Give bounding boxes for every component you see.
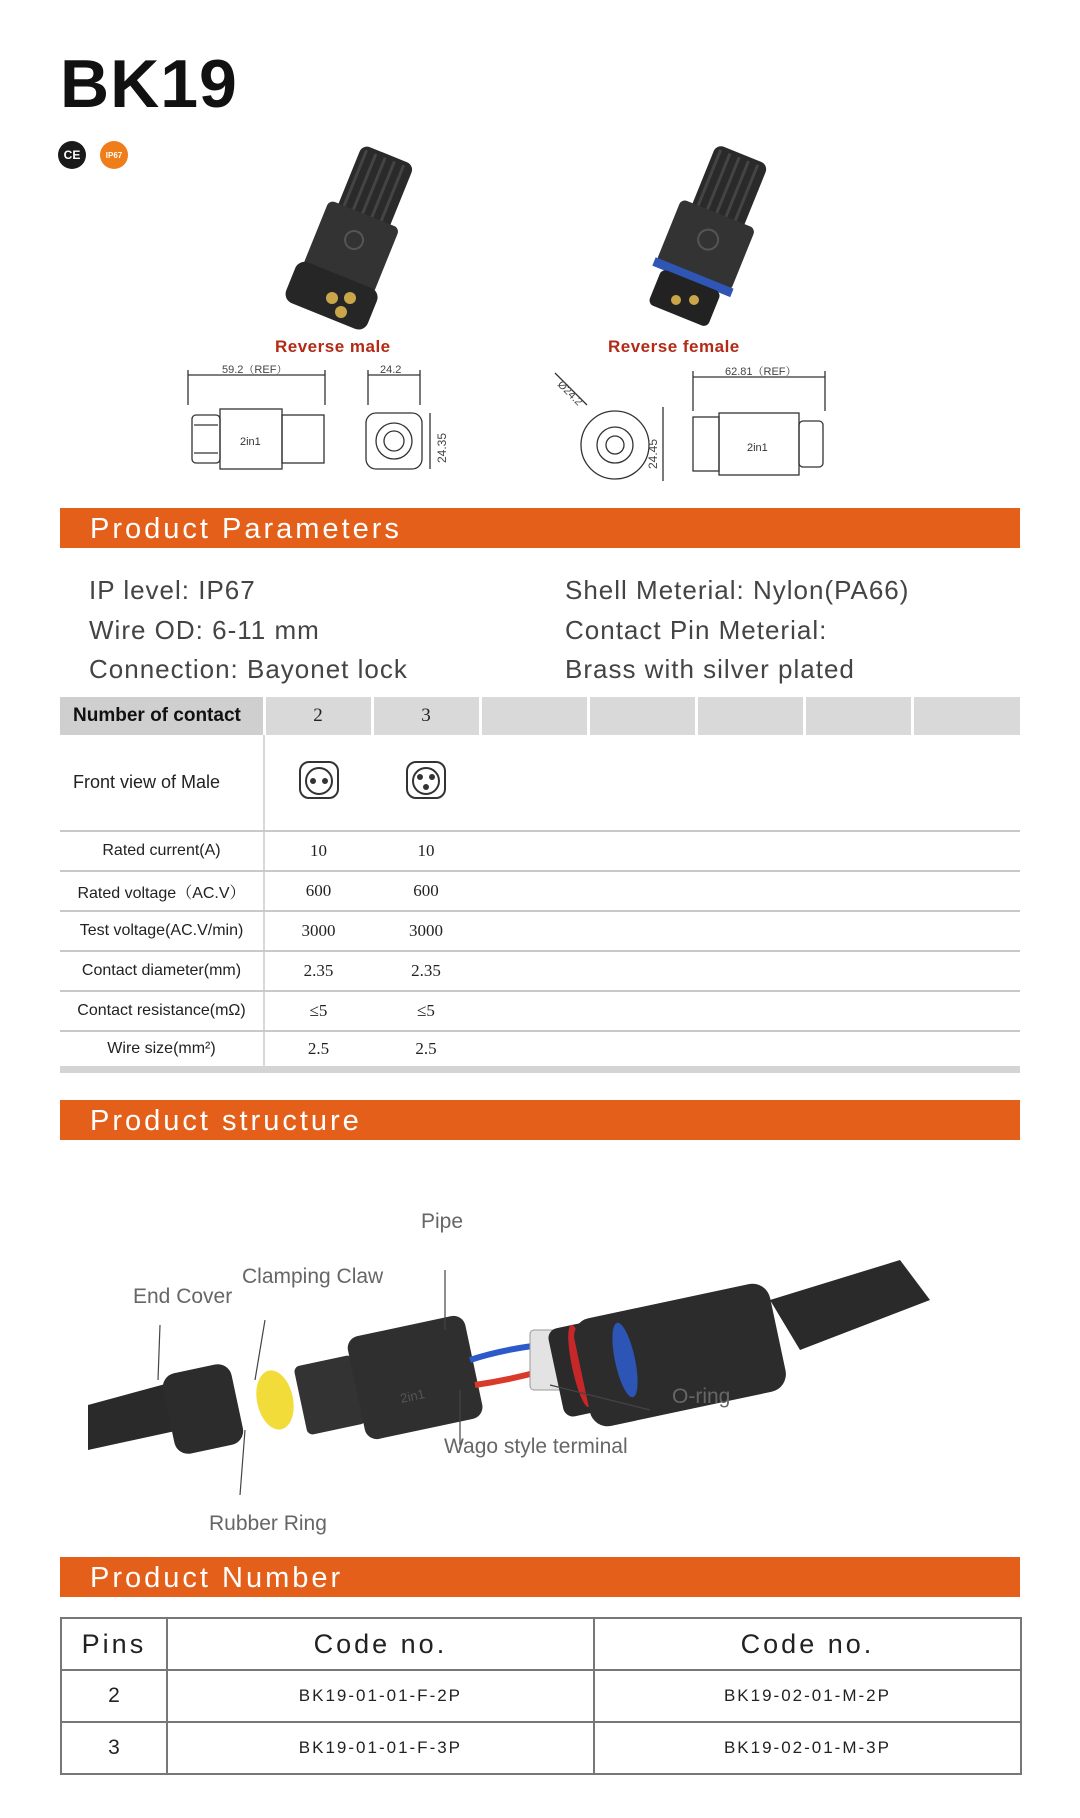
- male-dimension-drawing: [180, 365, 480, 485]
- spec-table: [60, 697, 1020, 1073]
- empty-header-cell: [480, 697, 588, 735]
- rated-voltage-2pin: 600: [264, 871, 372, 911]
- section-title-parameters: Product Parameters: [90, 513, 402, 545]
- param-contact-pin-plating: Brass with silver plated: [565, 654, 855, 684]
- row-label-test-voltage: Test voltage(AC.V/min): [60, 911, 264, 951]
- code-female: BK19-01-01-F-3P: [167, 1722, 594, 1774]
- female-diameter-dimension: Ø24.2: [554, 378, 585, 409]
- section-header-parameters: [60, 508, 1020, 548]
- caption-reverse-male: Reverse male: [275, 337, 391, 356]
- section-title-structure: Product structure: [90, 1105, 362, 1137]
- table-row: [61, 1722, 1021, 1774]
- male-body-text: 2in1: [240, 436, 261, 448]
- reverse-male-connector-photo: [270, 140, 440, 330]
- row-label-contact-diameter: Contact diameter(mm): [60, 951, 264, 991]
- contact-diameter-2pin: 2.35: [264, 951, 372, 991]
- row-label-wire-size: Wire size(mm²): [60, 1031, 264, 1069]
- section-title-number: Product Number: [90, 1562, 344, 1594]
- contact-resistance-3pin: ≤5: [372, 991, 480, 1031]
- wire-size-3pin: 2.5: [372, 1031, 480, 1069]
- male-height-dimension: 24.35: [435, 432, 449, 463]
- empty-cell: [480, 951, 1020, 991]
- param-shell-material: Shell Meterial: Nylon(PA66): [565, 575, 910, 605]
- table-row: [61, 1670, 1021, 1722]
- empty-cell: [480, 735, 1020, 831]
- code-male: BK19-02-01-M-3P: [594, 1722, 1021, 1774]
- empty-cell: [480, 831, 1020, 871]
- contact-count-2: 2: [264, 697, 372, 735]
- label-rubber-ring: Rubber Ring: [209, 1512, 327, 1535]
- rubber-ring-part: [251, 1367, 299, 1433]
- female-height-dimension: 24.45: [646, 438, 660, 469]
- spec-row: [60, 831, 1020, 871]
- section-header-number: [60, 1557, 1020, 1597]
- row-label-rated-current: Rated current(A): [60, 831, 264, 871]
- rated-current-3pin: 10: [372, 831, 480, 871]
- pn-header-row: [61, 1618, 1021, 1670]
- empty-cell: [480, 911, 1020, 951]
- param-contact-pin-material: Contact Pin Meterial:: [565, 615, 828, 645]
- spec-row: [60, 951, 1020, 991]
- reverse-female-connector-photo: [620, 140, 800, 330]
- test-voltage-3pin: 3000: [372, 911, 480, 951]
- product-number-table: [60, 1617, 1022, 1775]
- empty-header-cell: [588, 697, 696, 735]
- ce-mark-icon: CE: [58, 141, 86, 169]
- caption-reverse-female: Reverse female: [608, 337, 740, 356]
- front-view-3pin-icon: [372, 735, 480, 831]
- spec-row: [60, 911, 1020, 951]
- rated-voltage-3pin: 600: [372, 871, 480, 911]
- pn-header-code-m: Code no.: [594, 1618, 1021, 1670]
- ip67-badge-icon: IP67: [100, 141, 128, 169]
- param-ip-level: IP level: IP67: [89, 575, 256, 605]
- test-voltage-2pin: 3000: [264, 911, 372, 951]
- male-length-dimension: 59.2（REF）: [222, 365, 288, 376]
- empty-cell: [480, 991, 1020, 1031]
- empty-header-cell: [912, 697, 1020, 735]
- section-header-structure: [60, 1100, 1020, 1140]
- label-clamping-claw: Clamping Claw: [242, 1265, 384, 1288]
- param-connection: Connection: Bayonet lock: [89, 654, 408, 684]
- front-view-2pin-icon: [264, 735, 372, 831]
- param-wire-od: Wire OD: 6-11 mm: [89, 615, 320, 645]
- front-view-label: Front view of Male: [60, 735, 264, 831]
- pipe-body-text: 2in1: [398, 1386, 427, 1406]
- spec-header-row: [60, 697, 1020, 735]
- product-title: BK19: [60, 46, 238, 122]
- pn-header-code-f: Code no.: [167, 1618, 594, 1670]
- label-end-cover: End Cover: [133, 1285, 233, 1308]
- spec-row: [60, 1031, 1020, 1069]
- female-dimension-drawing: [545, 365, 845, 495]
- label-wago-terminal: Wago style terminal: [444, 1435, 628, 1458]
- female-length-dimension: 62.81（REF）: [725, 366, 797, 378]
- spec-row: [60, 991, 1020, 1031]
- wire-size-2pin: 2.5: [264, 1031, 372, 1069]
- contact-diameter-3pin: 2.35: [372, 951, 480, 991]
- spec-row: [60, 871, 1020, 911]
- empty-cell: [480, 871, 1020, 911]
- female-body-text: 2in1: [747, 442, 768, 454]
- pins-value: 2: [61, 1670, 167, 1722]
- contact-resistance-2pin: ≤5: [264, 991, 372, 1031]
- code-female: BK19-01-01-F-2P: [167, 1670, 594, 1722]
- label-pipe: Pipe: [421, 1210, 464, 1233]
- pipe-part: [345, 1314, 484, 1442]
- pn-header-pins: Pins: [61, 1618, 167, 1670]
- row-label-rated-voltage: Rated voltage（AC.V）: [60, 871, 264, 911]
- contact-count-3: 3: [372, 697, 480, 735]
- label-o-ring: O-ring: [672, 1385, 731, 1408]
- front-view-row: [60, 735, 1020, 831]
- pins-value: 3: [61, 1722, 167, 1774]
- empty-header-cell: [696, 697, 804, 735]
- rated-current-2pin: 10: [264, 831, 372, 871]
- end-cover-part: [160, 1362, 246, 1457]
- spec-header-label: Number of contact: [60, 697, 264, 735]
- code-male: BK19-02-01-M-2P: [594, 1670, 1021, 1722]
- empty-cell: [480, 1031, 1020, 1069]
- row-label-contact-resistance: Contact resistance(mΩ): [60, 991, 264, 1031]
- empty-header-cell: [804, 697, 912, 735]
- male-width-dimension: 24.2: [380, 365, 402, 376]
